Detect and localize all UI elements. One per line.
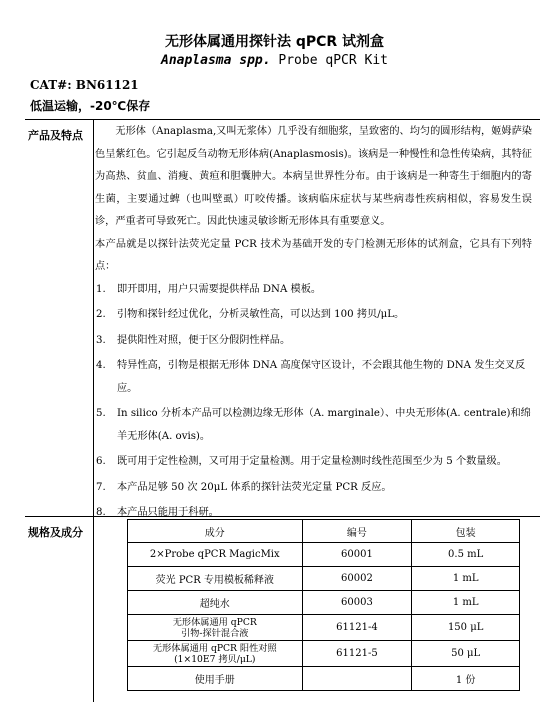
components-table <box>127 519 520 691</box>
component-package: 1 份 <box>412 667 520 691</box>
component-code <box>302 667 412 691</box>
table-row <box>128 591 520 615</box>
storage-note: 低温运输，-20℃保存 <box>30 99 151 113</box>
component-code: 60001 <box>302 543 412 567</box>
component-name: 无形体属通用 qPCR 引物-探针混合液 <box>128 615 303 641</box>
list-item: 1. 即开即用，用户只需要提供样品 DNA 模板。 <box>96 283 322 295</box>
list-item: 5. In silico 分析本产品可以检测边缘无形体（A. marginale）、中央无形体(A. centrale)和绵羊无形体(A. ovis)。 <box>96 408 531 442</box>
label-column-divider <box>93 119 94 702</box>
component-code: 60002 <box>302 567 412 591</box>
component-package: 0.5 mL <box>412 543 520 567</box>
column-header-code: 编号 <box>302 520 412 543</box>
table-row <box>128 543 520 567</box>
top-divider <box>25 119 540 120</box>
subtitle-species: Anaplasma spp. <box>161 53 271 68</box>
list-item: 4. 特异性高，引物是根据无形体 DNA 高度保守区设计，不会跟其他生物的 DNA 发生交叉反应。 <box>96 360 526 394</box>
component-code: 61121-4 <box>302 615 412 641</box>
column-header-package: 包装 <box>412 520 520 543</box>
column-header-component: 成分 <box>128 520 303 543</box>
product-paragraph: 本产品就是以探针法荧光定量 PCR 技术为基础开发的专门检测无形体的试剂盒，它具有下列特点： <box>95 238 532 272</box>
components-section-label: 规格及成分 <box>28 526 83 539</box>
table-header-row <box>128 520 520 543</box>
list-item: 8. 本产品只能用于科研。 <box>96 507 219 518</box>
table-row <box>128 667 520 691</box>
component-name: 2×Probe qPCR MagicMix <box>128 543 303 567</box>
list-item: 6. 既可用于定性检测，又可用于定量检测。用于定量检测时线性范围至少为 5 个数量级。 <box>96 456 507 467</box>
component-code: 60003 <box>302 591 412 615</box>
component-code: 61121-5 <box>302 641 412 667</box>
component-name: 超纯水 <box>128 591 303 615</box>
feature-list <box>95 279 532 525</box>
list-item: 3. 提供阳性对照，便于区分假阴性样品。 <box>96 334 291 346</box>
table-row <box>128 641 520 667</box>
component-package: 50 μL <box>412 641 520 667</box>
component-package: 1 mL <box>412 591 520 615</box>
component-name: 使用手册 <box>128 667 303 691</box>
component-package: 1 mL <box>412 567 520 591</box>
intro-paragraph: 无形体（Anaplasma,又叫无浆体）几乎没有细胞浆，呈致密的、均匀的圆形结构，姬姆萨染色呈紫红色。它引起反刍动物无形体病(Anaplasmosis)。该病是一种慢性和急性传染病，其特征为高热、贫血、消瘦、黄疸和胆囊肿大。本病呈世界性分布。由于该病是一种寄生于细胞内的寄生菌，主要通过蜱（也叫壁虱）叮咬传播。该病临床症状与某些病毒性疾病相似，容易发生误诊，严重者可导致死亡。因此快速灵敏诊断无形体具有重要意义。 <box>95 126 532 227</box>
component-package: 150 μL <box>412 615 520 641</box>
features-section <box>95 121 532 525</box>
component-name: 无形体属通用 qPCR 阳性对照 (1×10E7 拷贝/μL) <box>128 641 303 667</box>
list-item: 2. 引物和探针经过优化，分析灵敏性高，可以达到 100 拷贝/μL。 <box>96 309 405 320</box>
document-title: 无形体属通用探针法 qPCR 试剂盒 <box>164 34 385 50</box>
document-subtitle <box>0 53 549 68</box>
features-section-label: 产品及特点 <box>28 129 83 142</box>
component-name: 荧光 PCR 专用模板稀释液 <box>128 567 303 591</box>
table-row <box>128 567 520 591</box>
catalog-number: CAT#: BN61121 <box>30 78 139 92</box>
list-item: 7. 本产品足够 50 次 20μL 体系的探针法荧光定量 PCR 反应。 <box>96 481 392 493</box>
table-row <box>128 615 520 641</box>
subtitle-kit: Probe qPCR Kit <box>270 53 388 68</box>
